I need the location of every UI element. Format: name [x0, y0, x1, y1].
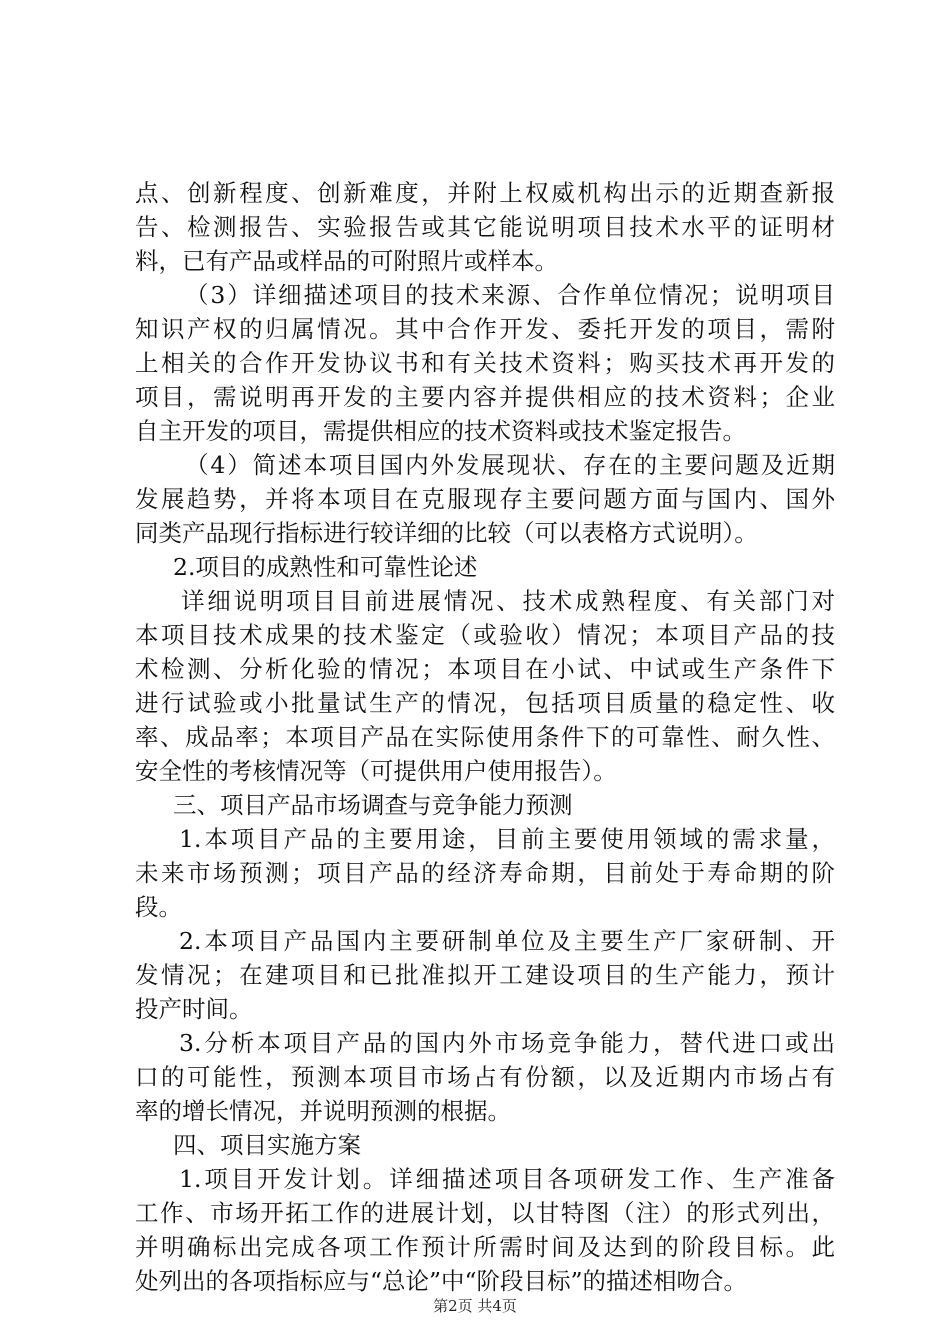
paragraph-market-3 [135, 1026, 835, 1128]
text-line: 率的增长情况，并说明预测的根据。 [135, 1097, 511, 1125]
heading-section-3-market [135, 788, 835, 822]
text-line: 三、项目产品市场调查与竞争能力预测 [173, 791, 573, 819]
text-line: 点、创新程度、创新难度，并附上权威机构出示的近期查新报 [135, 179, 835, 207]
text-line: 并明确标出完成各项工作预计所需时间及达到的阶段目标。此 [135, 1233, 835, 1261]
text-line: 1.本项目产品的主要用途，目前主要使用领域的需求量， [179, 825, 835, 853]
text-line: 料，已有产品或样品的可附照片或样本。 [135, 247, 558, 275]
text-line: 四、项目实施方案 [173, 1131, 361, 1159]
text-line: 口的可能性，预测本项目市场占有份额，以及近期内市场占有 [135, 1063, 835, 1091]
paragraph-maturity-details [135, 584, 835, 788]
text-line: （3）详细描述项目的技术来源、合作单位情况；说明项目 [185, 281, 835, 309]
text-line: 安全性的考核情况等（可提供用户使用报告）。 [135, 757, 617, 785]
text-line: 本项目技术成果的技术鉴定（或验收）情况；本项目产品的技 [135, 621, 835, 649]
text-line: 工作、市场开拓工作的进展计划，以甘特图（注）的形式列出， [135, 1199, 835, 1227]
text-line: 项目，需说明再开发的主要内容并提供相应的技术资料；企业 [135, 383, 835, 411]
page-footer: 第2页 共4页 [433, 1297, 517, 1315]
paragraph-item-3-tech-source [135, 278, 835, 448]
text-line: 发展趋势，并将本项目在克服现存主要问题方面与国内、国外 [135, 485, 835, 513]
heading-section-4-implementation [135, 1128, 835, 1162]
text-line: 发情况；在建项目和已批准拟开工建设项目的生产能力，预计 [135, 961, 835, 989]
text-line: 知识产权的归属情况。其中合作开发、委托开发的项目，需附 [135, 315, 835, 343]
text-line: 告、检测报告、实验报告或其它能说明项目技术水平的证明材 [135, 213, 835, 241]
paragraph-market-1 [135, 822, 835, 924]
text-line: 进行试验或小批量试生产的情况，包括项目质量的稳定性、收 [135, 689, 835, 717]
paragraph-implementation-1 [135, 1162, 835, 1298]
text-line: 3.分析本项目产品的国内外市场竞争能力，替代进口或出 [179, 1029, 835, 1057]
text-line: 投产时间。 [135, 995, 253, 1023]
heading-2-maturity [135, 550, 835, 584]
text-line: 处列出的各项指标应与“总论”中“阶段目标”的描述相吻合。 [135, 1267, 748, 1295]
text-line: 术检测、分析化验的情况；本项目在小试、中试或生产条件下 [135, 655, 835, 683]
text-line: 上相关的合作开发协议书和有关技术资料；购买技术再开发的 [135, 349, 835, 377]
text-line: 2.本项目产品国内主要研制单位及主要生产厂家研制、开 [179, 927, 835, 955]
text-line: 1.项目开发计划。详细描述项目各项研发工作、生产准备 [179, 1165, 835, 1193]
paragraph-market-2 [135, 924, 835, 1026]
text-line: 详细说明项目目前进展情况、技术成熟程度、有关部门对 [181, 587, 835, 615]
text-line: 同类产品现行指标进行较详细的比较（可以表格方式说明）。 [135, 519, 758, 547]
text-line: （4）简述本项目国内外发展现状、存在的主要问题及近期 [185, 451, 835, 479]
text-line: 2.项目的成熟性和可靠性论述 [173, 553, 478, 581]
text-line: 率、成品率；本项目产品在实际使用条件下的可靠性、耐久性、 [135, 723, 835, 751]
document-body [135, 176, 835, 1298]
text-line: 自主开发的项目，需提供相应的技术资料或技术鉴定报告。 [135, 417, 746, 445]
text-line: 段。 [135, 893, 182, 921]
paragraph-innovation-evidence [135, 176, 835, 278]
text-line: 未来市场预测；项目产品的经济寿命期，目前处于寿命期的阶 [135, 859, 835, 887]
paragraph-item-4-comparison [135, 448, 835, 550]
